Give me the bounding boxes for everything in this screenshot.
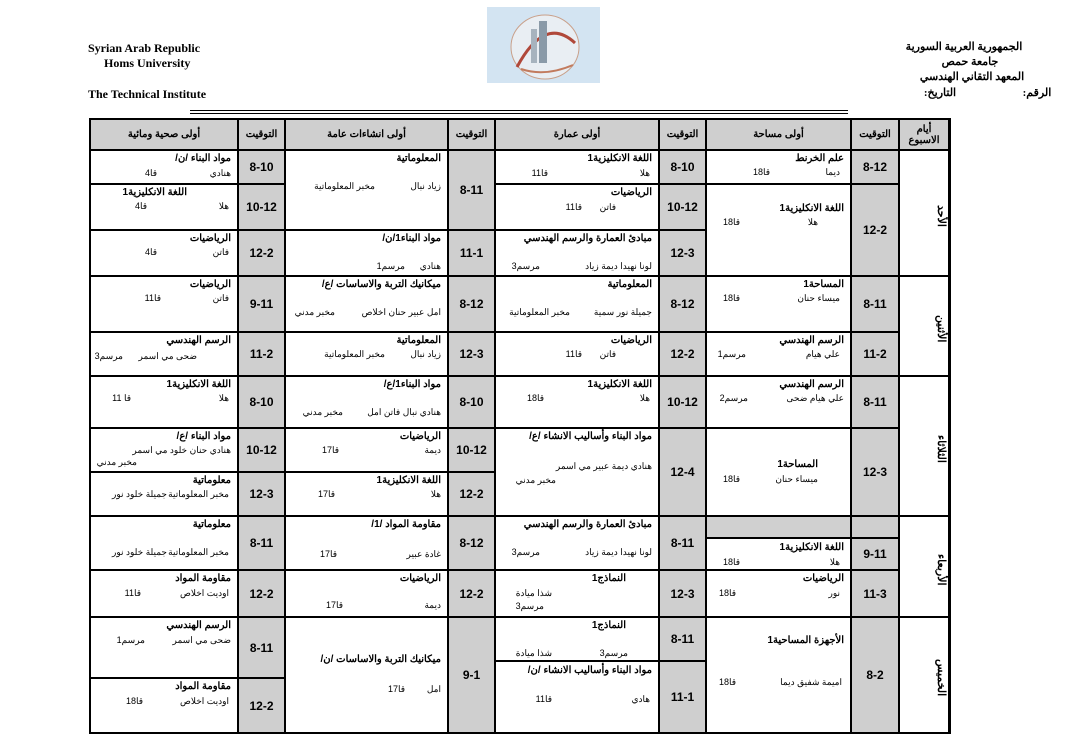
class-cell [495, 332, 659, 376]
room: مخبر مدني [302, 407, 343, 417]
time-cell: 12-3 [659, 570, 706, 617]
class-cell [90, 376, 238, 428]
day-sunday: الأحد [899, 150, 949, 276]
room: مرسم2 [719, 393, 748, 403]
subject: الرياضيات [189, 279, 231, 290]
teacher: هنادي ديمة عبير مي اسمر [555, 461, 652, 471]
room: قا11 [124, 588, 141, 598]
time-cell: 8-2 [851, 617, 899, 733]
time-cell: 8-11 [659, 516, 706, 570]
room: قا4 [144, 168, 157, 178]
subject: المعلوماتية [607, 279, 652, 290]
time-cell: 11-3 [851, 570, 899, 617]
col-header-survey: أولى مساحة [706, 119, 851, 150]
room: قا11 [565, 349, 582, 359]
subject: مبادئ العمارة والرسم الهندسي [523, 233, 652, 244]
class-cell [285, 617, 448, 733]
room: مخبر المعلوماتية [314, 181, 375, 191]
subject: مواد البناء وأساليب الانشاء /ع/ [529, 431, 652, 442]
class-cell [706, 276, 851, 332]
class-cell [706, 617, 851, 733]
teacher: هلا [829, 557, 840, 567]
header-university-en: Homs University [104, 56, 191, 70]
time-cell: 9-11 [238, 276, 285, 332]
time-cell-empty [851, 516, 899, 538]
class-cell [90, 184, 238, 230]
time-cell: 8-12 [448, 516, 495, 570]
subject: المعلوماتية [396, 335, 441, 346]
header-institute-en: The Technical Institute [88, 87, 207, 101]
subject: اللغة الانكليزية1 [587, 379, 652, 390]
class-cell [90, 276, 238, 332]
time-cell: 8-10 [238, 376, 285, 428]
class-cell [285, 376, 448, 428]
class-cell [90, 617, 238, 678]
teacher: جميلة خلود نور [112, 547, 167, 557]
room: قا17 [317, 489, 335, 499]
subject: معلوماتية [192, 519, 231, 530]
time-cell: 8-11 [238, 617, 285, 678]
teacher: علي هيام ضحى [786, 393, 844, 403]
time-cell: 11-1 [448, 230, 495, 276]
time-cell: 12-4 [659, 428, 706, 516]
col-header-time-survey: التوقيت [851, 119, 899, 150]
subject: الرسم الهندسي [779, 335, 844, 346]
class-cell [90, 472, 238, 516]
room: قا11 [535, 694, 552, 704]
subject: مقاومة المواد /1/ [371, 519, 441, 530]
time-cell: 8-10 [659, 150, 706, 184]
teacher: شذا ميادة [515, 588, 552, 598]
room: مرسم3 [511, 261, 540, 271]
room: مرسم3 [515, 601, 544, 611]
teacher: ديما [825, 167, 840, 177]
subject: اللغة الانكليزية1 [166, 379, 231, 390]
col-header-days: أيام الاسبوع [899, 119, 949, 150]
class-cell [90, 332, 238, 376]
teacher: هنادي [419, 261, 441, 271]
room: مخبر المعلوماتية [168, 547, 229, 557]
teacher: هنادي نبال فاتن امل [367, 407, 441, 417]
class-cell [90, 516, 238, 570]
class-cell [495, 516, 659, 570]
time-cell: 8-12 [659, 276, 706, 332]
class-cell [706, 538, 851, 570]
time-cell: 8-10 [238, 150, 285, 184]
room: قا11 [144, 293, 161, 303]
class-cell [285, 230, 448, 276]
subject: مواد البناء وأساليب الانشاء /ن/ [527, 665, 652, 676]
class-cell [285, 150, 448, 230]
class-cell [285, 332, 448, 376]
room: مخبر المعلوماتية [324, 349, 385, 359]
teacher: هنادي حنان خلود مي اسمر [132, 445, 231, 455]
subject: النماذج1 [591, 573, 626, 584]
room: قا17 [319, 549, 337, 559]
teacher: فاتن [599, 202, 616, 212]
class-cell [706, 570, 851, 617]
time-cell: 9-1 [448, 617, 495, 733]
teacher: غادة عبير [406, 549, 441, 559]
teacher: فاتن [212, 247, 229, 257]
subject: الرياضيات [610, 335, 652, 346]
subject: الرياضيات [802, 573, 844, 584]
teacher: فاتن [599, 349, 616, 359]
header-country-en: Syrian Arab Republic [88, 41, 201, 55]
time-cell: 8-11 [238, 516, 285, 570]
time-cell: 8-11 [851, 376, 899, 428]
teacher: زياد نبال [410, 349, 441, 359]
room: قا18 [718, 677, 736, 687]
header-ref-label: الرقم: [1022, 87, 1052, 99]
time-cell: 12-2 [448, 570, 495, 617]
header-institute-ar: المعهد التقاني الهندسي [919, 71, 1025, 83]
room: قا18 [722, 474, 740, 484]
header-divider [190, 110, 848, 114]
subject: الرياضيات [399, 431, 441, 442]
teacher: اوديت اخلاص [179, 696, 229, 706]
col-header-time-arch: التوقيت [659, 119, 706, 150]
subject: المساحة1 [803, 279, 844, 290]
day-tuesday: الثلاثاء [899, 376, 949, 516]
time-cell: 8-11 [659, 617, 706, 661]
class-cell [90, 570, 238, 617]
room: قا11 [531, 168, 548, 178]
subject: الرسم الهندسي [166, 335, 231, 346]
subject: اللغة الانكليزية1 [587, 153, 652, 164]
room: قا18 [125, 696, 143, 706]
teacher: هلا [639, 168, 650, 178]
time-cell: 12-2 [238, 570, 285, 617]
teacher: ميساء حنان [797, 293, 840, 303]
class-cell [706, 428, 851, 516]
time-cell: 12-3 [448, 332, 495, 376]
university-logo [487, 7, 600, 83]
room: قا17 [325, 600, 343, 610]
subject: اللغة الانكليزية1 [779, 203, 844, 214]
subject: اللغة الانكليزية1 [376, 475, 441, 486]
time-cell: 10-12 [238, 428, 285, 472]
teacher: علي هيام [805, 349, 840, 359]
teacher: هنادي [209, 168, 231, 178]
class-cell [706, 332, 851, 376]
subject: اللغة الانكليزية1 [122, 187, 187, 198]
teacher: هلا [430, 489, 441, 499]
time-cell: 8-12 [448, 276, 495, 332]
day-wednesday: الأربعاء [899, 516, 949, 617]
teacher: ضحى مي اسمر [172, 635, 231, 645]
class-cell [285, 428, 448, 472]
class-cell [285, 516, 448, 570]
class-cell [495, 376, 659, 428]
class-cell [495, 276, 659, 332]
time-cell: 8-10 [448, 376, 495, 428]
time-cell: 10-12 [659, 376, 706, 428]
teacher: هادي [631, 694, 650, 704]
room: مخبر مدني [96, 457, 137, 467]
time-cell: 11-1 [659, 661, 706, 733]
subject: مقاومة المواد [175, 573, 231, 584]
subject: مبادئ العمارة والرسم الهندسي [523, 519, 652, 530]
teacher: شذا ميادة [515, 648, 552, 658]
class-cell [285, 570, 448, 617]
room: قا4 [134, 201, 147, 211]
teacher: هلا [218, 393, 229, 403]
time-cell: 10-12 [659, 184, 706, 230]
room: مخبر المعلوماتية [168, 489, 229, 499]
time-cell: 9-11 [851, 538, 899, 570]
room: مرسم3 [599, 648, 628, 658]
class-cell [706, 376, 851, 428]
room: مرسم3 [511, 547, 540, 557]
time-cell: 12-3 [659, 230, 706, 276]
class-cell [285, 472, 448, 516]
col-header-construction: أولى انشاءات عامة [285, 119, 448, 150]
class-cell [90, 230, 238, 276]
subject: الرياضيات [189, 233, 231, 244]
subject: المعلوماتية [396, 153, 441, 164]
class-cell [90, 678, 238, 733]
room: مخبر المعلوماتية [509, 307, 570, 317]
class-cell [495, 428, 659, 516]
room: مرسم1 [116, 635, 145, 645]
subject: الرسم الهندسي [166, 620, 231, 631]
class-cell [495, 184, 659, 230]
room: قا 11 [112, 393, 131, 403]
teacher: لونا نهيدا ديمة زياد [585, 547, 652, 557]
teacher: لونا نهيدا ديمة زياد [585, 261, 652, 271]
teacher: امل [426, 684, 441, 694]
header-country-ar: الجمهورية العربية السورية [905, 41, 1023, 53]
teacher: ميساء حنان [775, 474, 818, 484]
room: قا11 [565, 202, 582, 212]
teacher: ضحى مي اسمر [138, 351, 197, 361]
time-cell: 12-2 [448, 472, 495, 516]
time-cell: 12-2 [659, 332, 706, 376]
teacher: هلا [218, 201, 229, 211]
subject: مواد البناء /ع/ [176, 431, 231, 442]
room: مرسم1 [376, 261, 405, 271]
time-cell: 11-2 [851, 332, 899, 376]
header-date-label: التاريخ: [923, 87, 957, 99]
teacher: جميلة خلود نور [112, 489, 167, 499]
teacher: فاتن [212, 293, 229, 303]
subject: مواد البناء /ن/ [175, 153, 231, 164]
teacher: امل عبير حنان اخلاص [361, 307, 441, 317]
time-cell: 12-3 [238, 472, 285, 516]
time-cell: 8-12 [851, 150, 899, 184]
subject: الأجهزة المساحية1 [767, 635, 844, 646]
subject: مقاومة المواد [175, 681, 231, 692]
teacher: هلا [807, 217, 818, 227]
time-cell: 12-3 [851, 428, 899, 516]
class-cell [90, 150, 238, 184]
time-cell: 8-11 [448, 150, 495, 230]
teacher: جميلة نور سمية [593, 307, 652, 317]
class-cell [706, 150, 851, 184]
room: قا18 [718, 588, 736, 598]
col-header-time-san: التوقيت [238, 119, 285, 150]
room: قا17 [321, 445, 339, 455]
class-cell [495, 570, 659, 617]
col-header-sanitary: أولى صحية ومائية [90, 119, 238, 150]
day-monday: الأثنين [899, 276, 949, 376]
teacher: ديمة [424, 600, 441, 610]
time-cell: 8-11 [851, 276, 899, 332]
empty-cell [706, 516, 851, 538]
teacher: اميمة شفيق ديما [780, 677, 842, 687]
teacher: اوديت اخلاص [179, 588, 229, 598]
subject: ميكانيك التربة والاساسات /ن/ [320, 654, 441, 665]
teacher: نور [828, 588, 840, 598]
subject: النماذج1 [591, 620, 626, 631]
class-cell [495, 230, 659, 276]
class-cell [495, 150, 659, 184]
class-cell [495, 617, 659, 661]
subject: المساحة1 [777, 459, 818, 470]
time-cell: 12-2 [851, 184, 899, 276]
teacher: زياد نبال [410, 181, 441, 191]
room: قا4 [144, 247, 157, 257]
subject: مواد البناء1/ع/ [383, 379, 441, 390]
subject: الرياضيات [399, 573, 441, 584]
subject: علم الخرنط [795, 153, 844, 164]
class-cell [285, 276, 448, 332]
room: قا18 [722, 557, 740, 567]
room: مرسم1 [717, 349, 746, 359]
time-cell: 11-2 [238, 332, 285, 376]
class-cell [495, 661, 659, 733]
class-cell [706, 184, 851, 276]
time-cell: 12-2 [238, 678, 285, 733]
room: مخبر مدني [515, 475, 556, 485]
time-cell: 10-12 [448, 428, 495, 472]
day-thursday: الخميس [899, 617, 949, 733]
class-cell [90, 428, 238, 472]
col-header-time-const: التوقيت [448, 119, 495, 150]
subject: ميكانيك التربة والاساسات /ع/ [321, 279, 441, 290]
room: قا18 [752, 167, 770, 177]
header-university-ar: جامعة حمص [941, 56, 999, 68]
subject: معلوماتية [192, 475, 231, 486]
teacher: هلا [639, 393, 650, 403]
room: قا18 [526, 393, 544, 403]
subject: اللغة الانكليزية1 [779, 542, 844, 553]
teacher: ديمة [424, 445, 441, 455]
room: قا18 [722, 293, 740, 303]
time-cell: 10-12 [238, 184, 285, 230]
time-cell: 12-2 [238, 230, 285, 276]
room: قا17 [387, 684, 405, 694]
col-header-architecture: أولى عمارة [495, 119, 659, 150]
room: مرسم3 [94, 351, 123, 361]
subject: مواد البناء1/ن/ [382, 233, 441, 244]
room: مخبر مدني [294, 307, 335, 317]
subject: الرياضيات [610, 187, 652, 198]
subject: الرسم الهندسي [779, 379, 844, 390]
room: قا18 [722, 217, 740, 227]
